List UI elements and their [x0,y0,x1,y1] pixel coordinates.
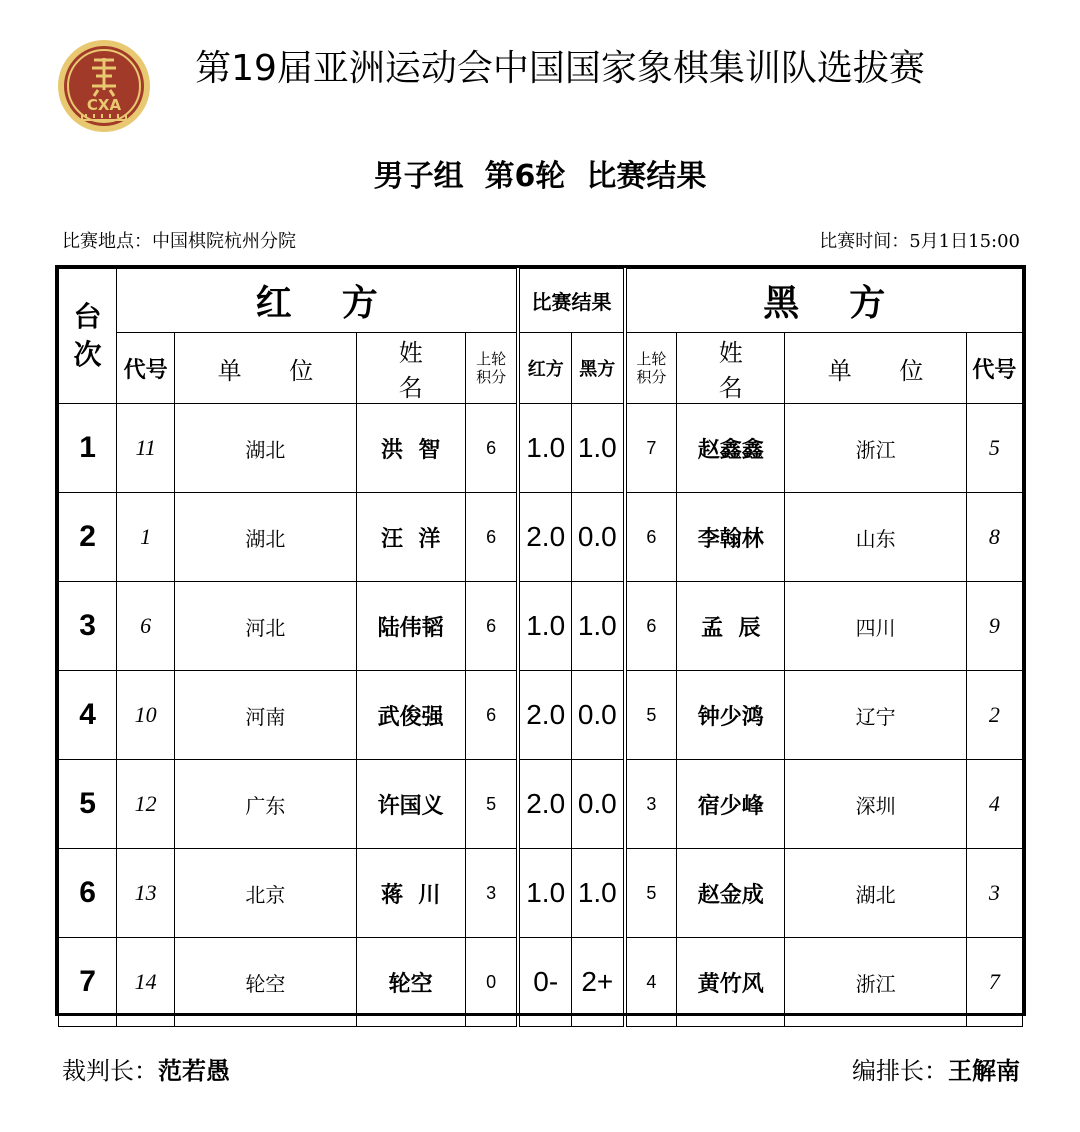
red-unit: 河南 [175,671,356,760]
red-unit: 轮空 [175,938,356,1027]
red-name: 陆伟韬 [356,582,465,671]
black-name: 李翰林 [677,493,785,582]
red-code: 11 [117,404,175,493]
red-code: 1 [117,493,175,582]
red-prev-points: 5 [465,760,518,849]
black-name: 宿少峰 [677,760,785,849]
red-code: 6 [117,582,175,671]
black-score: 1.0 [572,582,625,671]
red-name: 许国义 [356,760,465,849]
red-score: 2.0 [518,671,571,760]
table-no: 5 [59,760,117,849]
cxa-logo [56,38,152,134]
black-prev-points: 5 [625,671,677,760]
red-name: 洪 智 [356,404,465,493]
arranger-name: 王解南 [948,1056,1020,1085]
header-red-unit: 单 位 [175,333,356,404]
header-black: 黑方 [625,269,1023,333]
venue-text: 比赛地点：中国棋院杭州分院 [62,231,296,252]
red-prev-points: 3 [465,849,518,938]
red-prev-points: 0 [465,938,518,1027]
black-score: 1.0 [572,849,625,938]
black-unit: 四川 [785,582,966,671]
table-row [59,849,1023,938]
red-code: 13 [117,849,175,938]
page-subtitle: 男子组 第6轮 比赛结果 [373,159,707,194]
red-code: 10 [117,671,175,760]
black-score: 2+ [572,938,625,1027]
red-score: 1.0 [518,404,571,493]
black-unit: 湖北 [785,849,966,938]
black-score: 0.0 [572,760,625,849]
header-black-prev-points: 上轮积分 [625,333,677,404]
table-no: 6 [59,849,117,938]
table-no: 7 [59,938,117,1027]
red-prev-points: 6 [465,671,518,760]
black-code: 3 [966,849,1022,938]
black-prev-points: 4 [625,938,677,1027]
header-red-prev-points: 上轮积分 [465,333,518,404]
page-title: 第19届亚洲运动会中国国家象棋集训队选拔赛 [195,48,925,89]
table-row [59,760,1023,849]
black-score: 0.0 [572,671,625,760]
header-black-name: 姓 名 [677,333,785,404]
black-score: 0.0 [572,493,625,582]
table-row [59,404,1023,493]
black-name: 赵鑫鑫 [677,404,785,493]
red-score: 1.0 [518,582,571,671]
black-score: 1.0 [572,404,625,493]
header-red: 红方 [117,269,519,333]
red-unit: 湖北 [175,493,356,582]
red-unit: 北京 [175,849,356,938]
table-row [59,582,1023,671]
red-unit: 湖北 [175,404,356,493]
table-row [59,671,1023,760]
table-no: 4 [59,671,117,760]
header-red-name: 姓 名 [356,333,465,404]
time-text: 比赛时间：5月1日15:00 [819,231,1020,252]
black-code: 7 [966,938,1022,1027]
red-name: 汪 洋 [356,493,465,582]
black-unit: 辽宁 [785,671,966,760]
black-prev-points: 3 [625,760,677,849]
header-black-unit: 单 位 [785,333,966,404]
black-name: 黄竹风 [677,938,785,1027]
black-name: 钟少鸿 [677,671,785,760]
red-code: 14 [117,938,175,1027]
red-unit: 河北 [175,582,356,671]
black-code: 5 [966,404,1022,493]
black-prev-points: 5 [625,849,677,938]
black-unit: 浙江 [785,938,966,1027]
header-black-score: 黑方 [572,333,625,404]
black-name: 赵金成 [677,849,785,938]
black-prev-points: 6 [625,582,677,671]
header-result: 比赛结果 [518,269,624,333]
red-name: 蒋 川 [356,849,465,938]
header-red-score: 红方 [518,333,571,404]
black-unit: 山东 [785,493,966,582]
red-prev-points: 6 [465,582,518,671]
referee-label: 裁判长： [62,1057,158,1085]
header-black-code: 代号 [966,333,1022,404]
black-code: 2 [966,671,1022,760]
black-unit: 浙江 [785,404,966,493]
arranger-line [852,1055,1020,1087]
black-unit: 深圳 [785,760,966,849]
arranger-label: 编排长： [852,1057,948,1085]
red-name: 武俊强 [356,671,465,760]
black-prev-points: 6 [625,493,677,582]
red-unit: 广东 [175,760,356,849]
red-prev-points: 6 [465,493,518,582]
red-prev-points: 6 [465,404,518,493]
red-code: 12 [117,760,175,849]
black-name: 孟 辰 [677,582,785,671]
red-name: 轮空 [356,938,465,1027]
black-prev-points: 7 [625,404,677,493]
black-code: 8 [966,493,1022,582]
svg-text:CXA: CXA [86,96,122,114]
referee-name: 范若愚 [158,1056,230,1085]
black-code: 4 [966,760,1022,849]
black-code: 9 [966,582,1022,671]
red-score: 2.0 [518,493,571,582]
table-no: 3 [59,582,117,671]
results-table [55,265,1026,1016]
red-score: 1.0 [518,849,571,938]
red-score: 2.0 [518,760,571,849]
table-row [59,493,1023,582]
referee-line [62,1055,230,1087]
red-score: 0- [518,938,571,1027]
table-no: 2 [59,493,117,582]
table-no: 1 [59,404,117,493]
header-red-code: 代号 [117,333,175,404]
header-table-no: 台次 [59,269,117,404]
table-row [59,938,1023,1027]
